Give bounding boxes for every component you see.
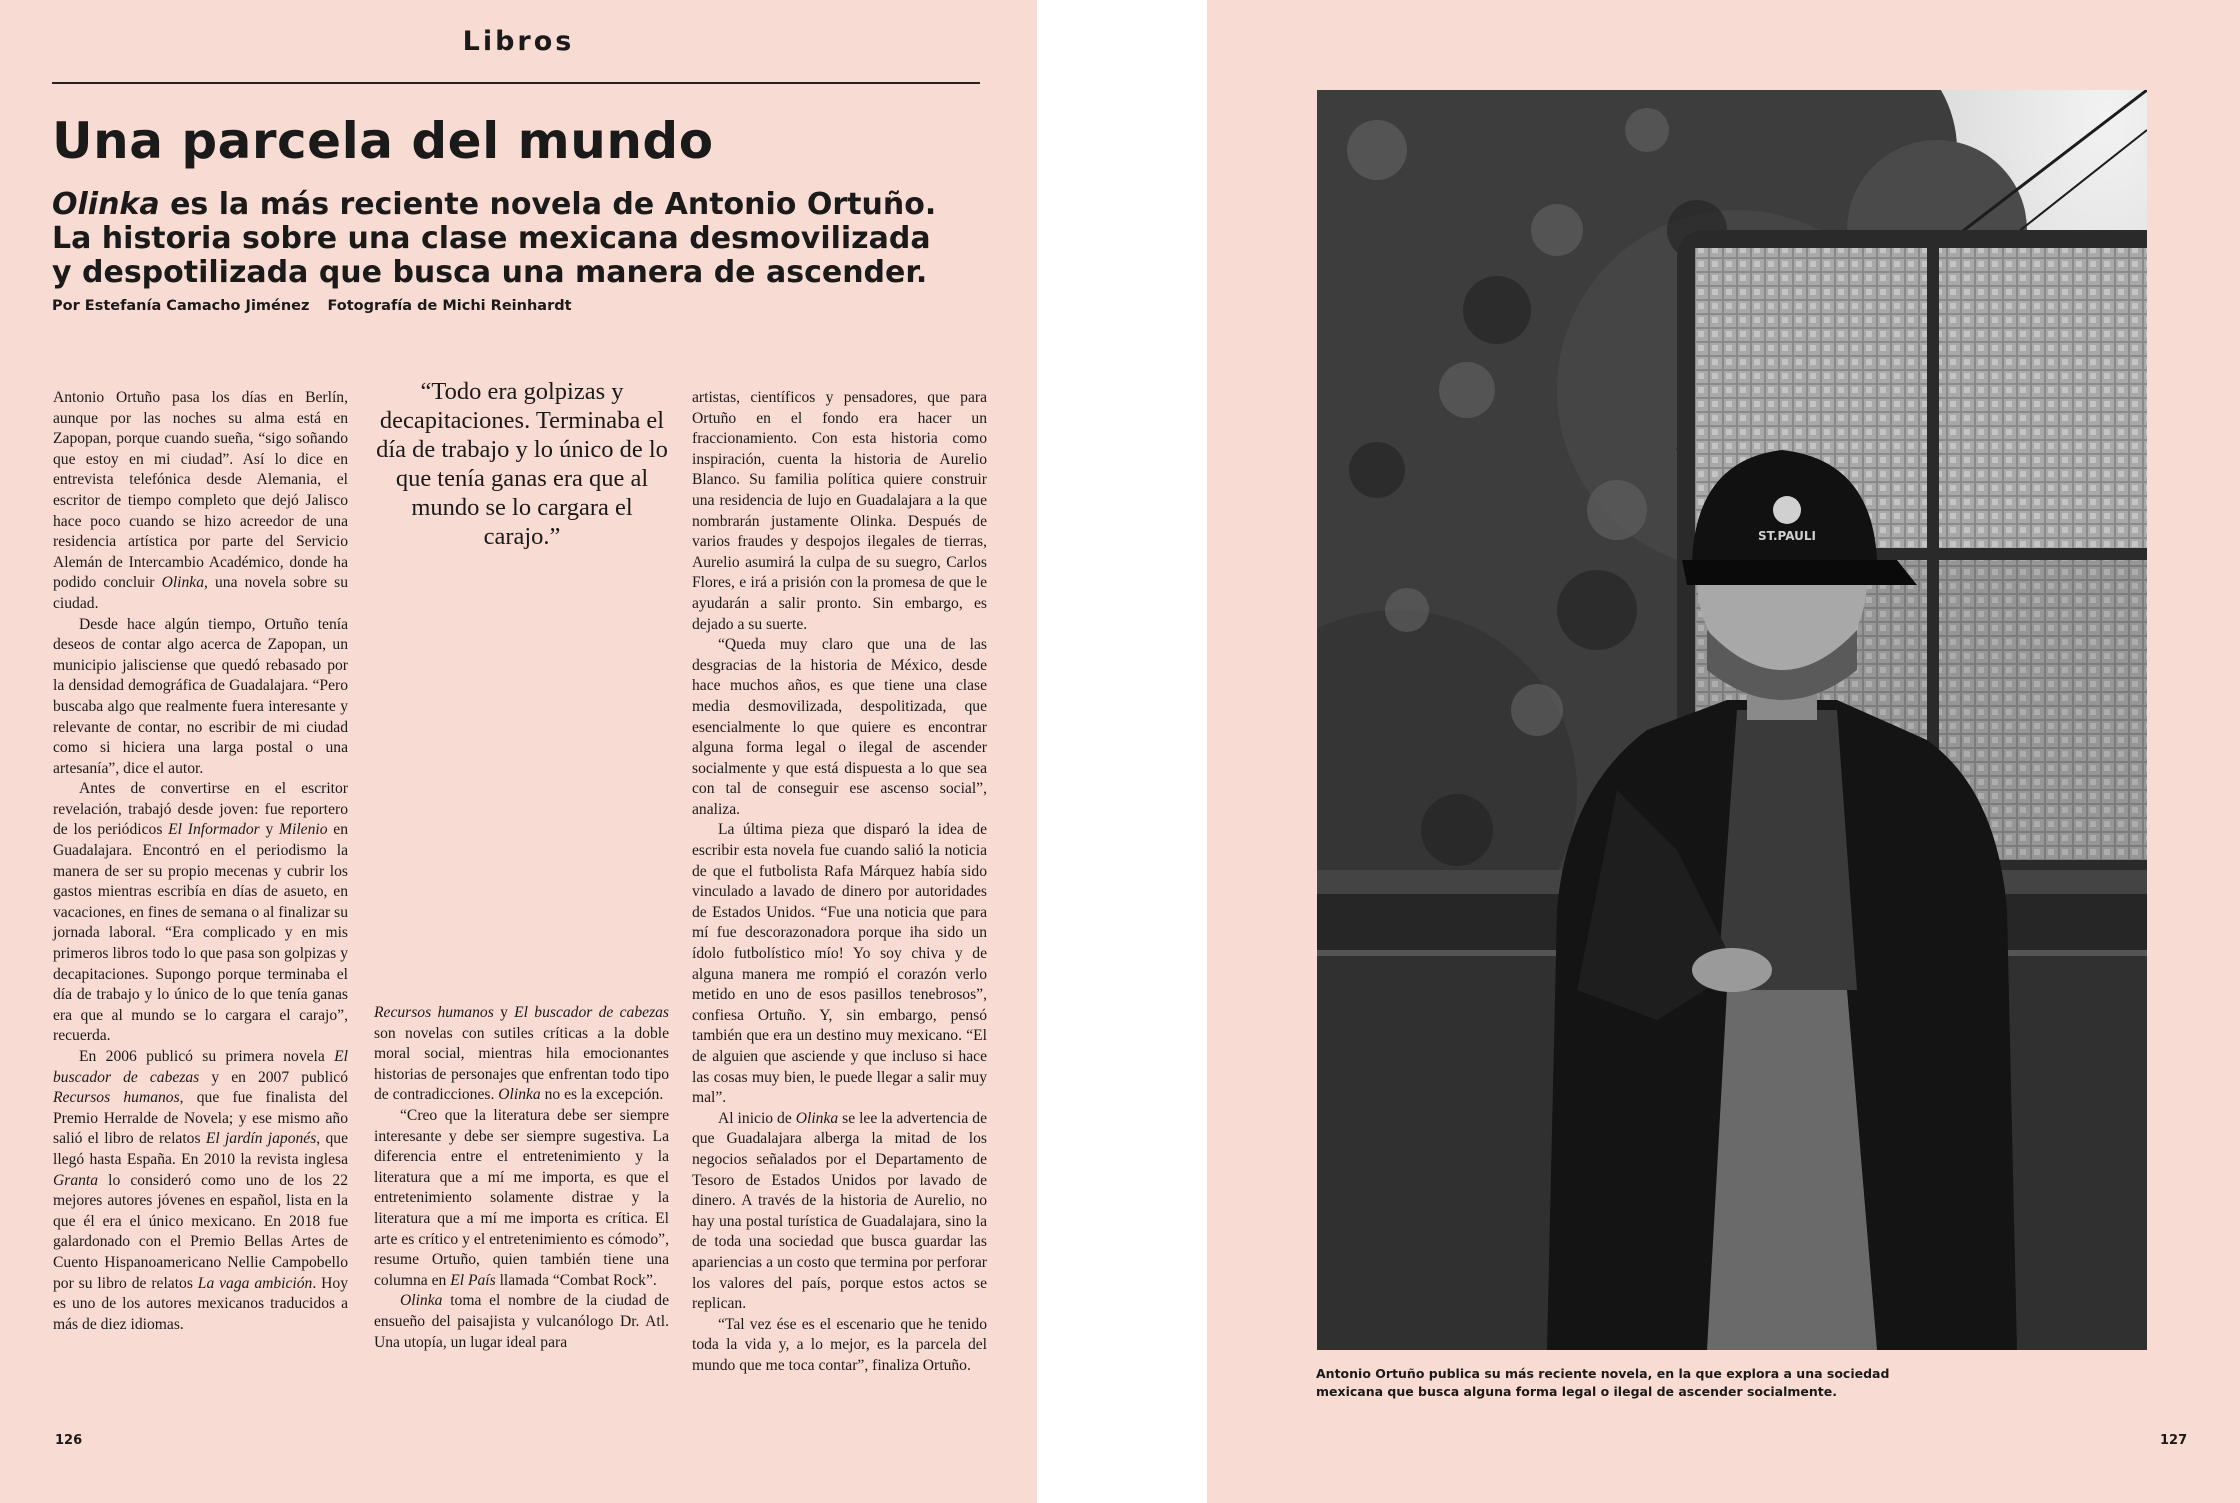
- paragraph: Antes de convertirse en el escritor revelación, trabajó desde joven: fue reportero de los periódicos El Informador y Milenio en Guadalajara. Encontró en el periodismo la manera de ser su propio mecenas y cubrir los gastos mientras escribía en días de asueto, en vacaciones, en fines de semana o al finalizar su jornada laboral. “Era complicado y en mis primeros libros todo lo que pasa son golpizas y decapitaciones. Supongo porque terminaba el día de trabajo y lo único de lo que tenía ganas era que al mundo se lo cargara el carajo”, recuerda.: [53, 780, 348, 1045]
- paragraph: “Tal vez ése es el escenario que he tenido toda la vida y, a lo mejor, es la parcela del mundo que me toca contar”, finaliza Ortuño.: [692, 1315, 987, 1374]
- page-number-right: 127: [2160, 1433, 2188, 1448]
- deck-line-2: La historia sobre una clase mexicana desmovilizada: [52, 221, 931, 256]
- paragraph: Recursos humanos y El buscador de cabezas son novelas con sutiles críticas a la doble moral social, mientras hila emocionantes historias de personajes que enfrentan todo tipo de contradicciones. Olinka no es la excepción.: [374, 1004, 670, 1104]
- deck: [52, 188, 992, 290]
- body-column-2: [374, 1003, 669, 1353]
- byline-photo-credit: Fotografía de Michi Reinhardt: [327, 298, 572, 314]
- portrait-illustration: [1317, 90, 2147, 1350]
- byline: [52, 298, 572, 314]
- left-page: [0, 0, 1037, 1503]
- paragraph: artistas, científicos y pensadores, que para Ortuño en el fondo era hacer un fraccionamiento. Con esta historia como inspiración, cuenta la historia de Aurelio Blanco. Su familia política quiere construir una residencia de lujo en Guadalajara a la que nombrarán justamente Olinka. Después de varios fraudes y despojos ilegales de tierras, Aurelio asumirá la culpa de su suegro, Carlos Flores, e irá a prisión con la promesa de que le ayudarán a salir pronto. Sin embargo, es dejado a su suerte.: [692, 389, 987, 633]
- cap-logo-text: ST.PAULI: [1757, 529, 1817, 543]
- body-column-1: [53, 388, 348, 1335]
- paragraph: En 2006 publicó su primera novela El buscador de cabezas y en 2007 publicó Recursos humanos, que fue finalista del Premio Herralde de Novela; y ese mismo año salió el libro de relatos El jardín japonés, que llegó hasta España. En 2010 la revista inglesa Granta lo consideró como uno de los 22 mejores autores jóvenes en español, lista en la que él era el único mexicano. En 2018 fue galardonado con el Premio Bellas Artes de Cuento Hispanoamericano Nellie Campobello por su libro de relatos La vaga ambición. Hoy es uno de los autores mexicanos traducidos a más de diez idiomas.: [53, 1048, 348, 1333]
- photo-caption: [1316, 1365, 2016, 1401]
- body-column-3: [692, 388, 987, 1377]
- page-number-left: 126: [55, 1433, 83, 1448]
- author-portrait-photo: [1317, 90, 2147, 1350]
- headline: Una parcela del mundo: [52, 112, 714, 170]
- paragraph: Al inicio de Olinka se lee la advertencia de que Guadalajara alberga la mitad de los negocios señalados por el Departamento de Tesoro de Estados Unidos por lavado de dinero. A través de la historia de Aurelio, no hay una postal turística de Guadalajara, sino la de toda una sociedad que busca guardar las apariencias a un costo que termina por perforar los valores del país, porque estos actos se replican.: [692, 1109, 987, 1313]
- caption-line-2: mexicana que busca alguna forma legal o ilegal de ascender socialmente.: [1316, 1384, 1838, 1399]
- header-rule: [52, 82, 980, 84]
- deck-line-3: y despotilizada que busca una manera de ascender.: [52, 255, 928, 290]
- paragraph: Antonio Ortuño pasa los días en Berlín, aunque por las noches su alma está en Zapopan, porque cuando sueña, “sigo soñando que estoy en mi ciudad”. Así lo dice en entrevista telefónica desde Alemania, el escritor de tiempo completo que dejó Jalisco hace poco cuando se hizo acreedor de una residencia artística por parte del Servicio Alemán de Intercambio Académico, donde ha podido concluir Olinka, una novela sobre su ciudad.: [53, 389, 348, 612]
- pull-quote: “Todo era golpizas y decapitaciones. Terminaba el día de trabajo y lo único de lo que tenía ganas era que al mundo se lo cargara el carajo.”: [376, 378, 668, 550]
- deck-book-title: Olinka: [52, 187, 160, 222]
- deck-line-1: Olinka es la más reciente novela de Antonio Ortuño.: [52, 187, 937, 222]
- paragraph: “Creo que la literatura debe ser siempre interesante y debe ser siempre sugestiva. La diferencia entre el entretenimiento y la literatura que a mí me importa, es que el entretenimiento solamente distrae y la literatura que a mí me importa es crítica. El arte es crítico y el entretenimiento es cómodo”, resume Ortuño, quien también tiene una columna en El País llamada “Combat Rock”.: [374, 1106, 669, 1289]
- paragraph: La última pieza que disparó la idea de escribir esta novela fue cuando salió la noticia de que el futbolista Rafa Márquez había sido vinculado a lavado de dinero por autoridades de Estados Unidos. “Fue una noticia que para mí fue descorazonadora porque iha sido un ídolo futbolístico mío! Yo soy chiva y de alguna manera me rompió el corazón verlo metido en uno de esos pasillos tenebrosos”, confiesa Ortuño. Y, sin embargo, pensó también que era un destino muy mexicano. “El de alguien que asciende y que incluso si hace las cosas muy bien, le puede llegar a salir muy mal”.: [692, 821, 987, 1107]
- paragraph: Olinka toma el nombre de la ciudad de ensueño del paisajista y vulcanólogo Dr. Atl. Una utopía, un lugar ideal para: [374, 1292, 669, 1351]
- caption-line-1: Antonio Ortuño publica su más reciente novela, en la que explora a una sociedad: [1316, 1366, 1890, 1381]
- byline-author: Por Estefanía Camacho Jiménez: [52, 298, 310, 314]
- section-label: Libros: [462, 26, 575, 57]
- paragraph: Desde hace algún tiempo, Ortuño tenía deseos de contar algo acerca de Zapopan, un municipio jalisciense que quedó rebasado por la densidad demográfica de Guadalajara. “Pero buscaba algo que realmente fuera interesante y relevante de contar, no escribir de mi ciudad como si hiciera una larga postal o una artesanía”, dice el autor.: [53, 615, 348, 777]
- paragraph: “Queda muy claro que una de las desgracias de la historia de México, desde hace muchos años, es que tiene una clase media desmovilizada, despolitizada, que esencialmente lo que quiere es encontrar alguna forma legal o ilegal de ascender socialmente y que está dispuesta a lo que sea con tal de conseguir ese ascenso social”, analiza.: [692, 636, 987, 818]
